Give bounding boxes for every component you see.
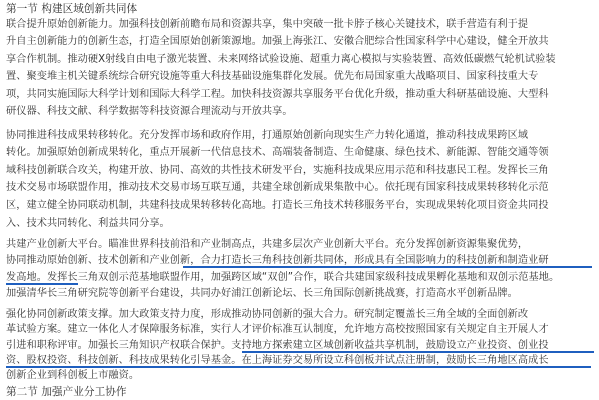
paragraph-line: 共建产业创新大平台。瞄准世界科技前沿和产业制高点，共建多层次产业创新大平台。充分发挥创新资源集聚优势， <box>6 238 529 250</box>
paragraph-line: 置、聚变堆主机关键系统综合研究设施等重大科技基础设施集群化发展。优先布局国家重大战略项目、国家科技重大专 <box>6 71 539 83</box>
paragraph-line: 创新企业到科创板上市融资。 <box>6 370 140 382</box>
section-heading: 第一节 构建区域创新共同体 <box>6 2 138 15</box>
paragraph-line: 加强清华长三角研究院等创新平台建设，共同办好浦江创新论坛、长三角国际创新挑战赛，打造高水平创新品牌。 <box>6 288 518 300</box>
paragraph-line: 转化。加强原始创新成果转化，重点开展新一代信息技术、高端装备制造、生命健康、绿色技术、新能源、智能交通等领 <box>6 147 549 159</box>
highlight-underline <box>183 266 592 268</box>
paragraph-line: 协同推进科技成果转移转化。充分发挥市场和政府作用，打通原始创新向现实生产力转化通道，推动科技成果跨区域 <box>6 129 529 141</box>
paragraph-line: 强化协同创新政策支撑。加大政策支持力度，形成推动协同创新的强大合力。研究制定覆盖长三角全域的全面创新改 <box>6 308 529 320</box>
paragraph-line: 项，共同实施国际大科学计划和国际大科学工程。加快科技资源共享服务平台优化升级，推动重大科研基础设施、大型科 <box>6 88 549 100</box>
paragraph-line: 发高地。发挥长三角双创示范基地联盟作用，加强跨区域“双创”合作，联合共建国家级科技成果孵化基地和双创示范基地。 <box>6 271 560 283</box>
highlight-underline <box>6 283 78 285</box>
highlight-underline <box>6 366 591 368</box>
paragraph-line: 区，建立健全协同联动机制，共建科技成果转移转化高地。打造长三角技术转移服务平台，实现成果转化项目资金共同投 <box>6 200 549 211</box>
paragraph-line: 享合作机制。推动硬X射线自由电子激光装置、未来网络试验设施、超重力离心模拟与实验装置、高效低碳燃气轮机试验装 <box>6 53 556 65</box>
highlight-underline <box>242 351 594 353</box>
paragraph-line: 域科技创新联合攻关，构建开放、协同、高效的共性技术研发平台，实施科技成果应用示范和科技惠民工程。发挥长三角 <box>6 164 549 176</box>
paragraph-line: 联合提升原始创新能力。加强科技创新前瞻布局和资源共享，集中突破一批卡脖子核心关键技术，联手营造有利于提 <box>6 18 529 30</box>
paragraph-line: 资、股权投资、科技创新、科技成果转化引导基金。在上海证券交易所设立科创板并试点注册制，鼓励长三角地区高成长 <box>6 354 549 366</box>
paragraph-line: 入、技术共同转化、利益共同分享。 <box>6 217 170 229</box>
paragraph-line: 革试验方案。建立一体化人才保障服务标准，实行人才评价标准互认制度，允许地方高校按照国家有关规定自主开展人才 <box>6 324 549 336</box>
paragraph-line: 升自主创新能力的创新生态，打造全国原始创新策源地。加强上海张江、安徽合肥综合性国家科学中心建设，健全开放共 <box>6 36 549 47</box>
paragraph-line: 技术交易市场联盟作用，推动技术交易市场互联互通，共建全球创新成果集散中心。依托现有国家科技成果转移转化示范 <box>6 182 549 194</box>
section-heading: 第二节 加强产业分工协作 <box>6 386 127 399</box>
paragraph-line: 引进和职称评审。加强长三角知识产权联合保护。支持地方探索建立区域创新收益共享机制，鼓励设立产业投资、创业投 <box>6 340 549 352</box>
paragraph-line: 研仪器、科技文献、科学数据等科技资源合理流动与开放共享。 <box>6 106 293 118</box>
paragraph-line: 协同推动原始创新、技术创新和产业创新，合力打造长三角科技创新共同体，形成具有全国影响力的科技创新和制造业研 <box>6 255 549 267</box>
